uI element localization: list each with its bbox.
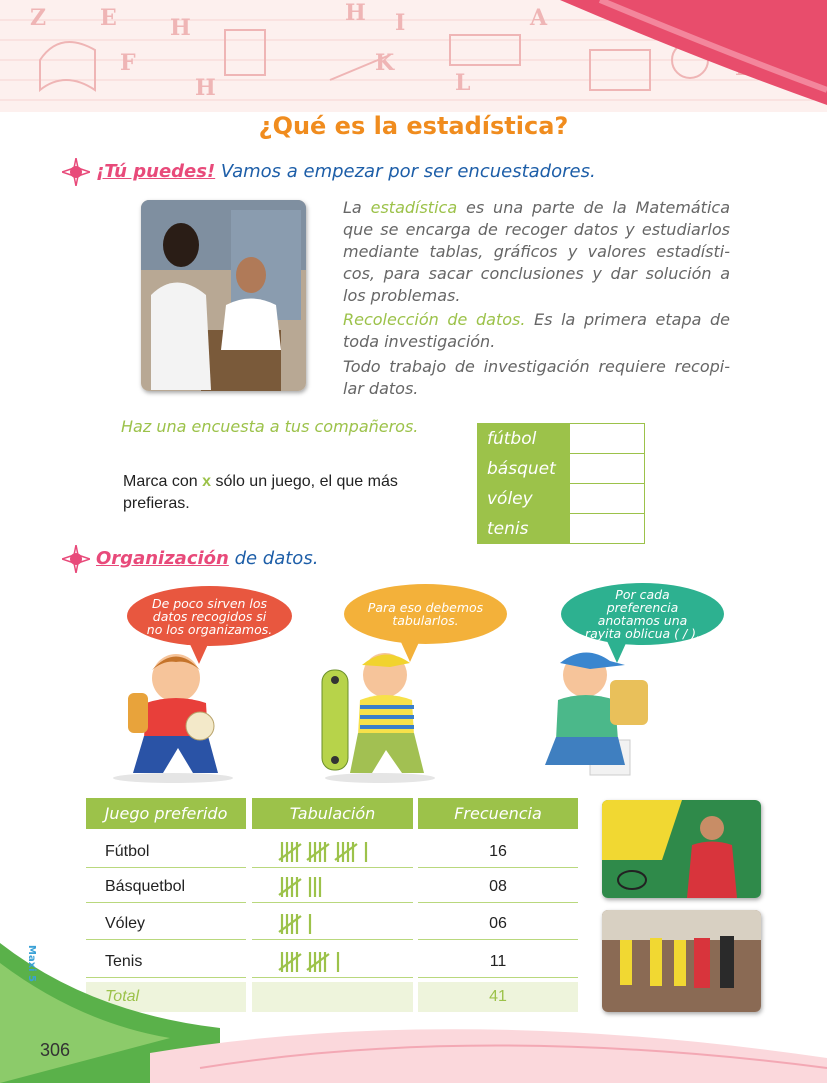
speech-bubble-3: Por cada preferencia anotamos una rayita oblicua ( / ). [561,583,724,645]
survey-option-label: fútbol [478,424,570,454]
intro-paragraph-3: Todo trabajo de investigación requiere recopi-lar datos. [343,357,730,398]
frequency-value: 06 [489,915,507,932]
section-text: Vamos a empezar por ser encuestadores. [220,161,596,182]
header-decoration [0,0,827,112]
x-mark-icon: x [202,473,212,490]
tennis-photo [602,800,761,898]
total-value: 41 [489,988,507,1005]
speech-bubble-2: Para eso debemos tabularlos. [344,584,507,644]
survey-option-label: vóley [478,484,570,514]
star-icon [62,545,90,573]
term-estadistica: estadística [370,198,458,217]
tally-marks [278,910,408,938]
svg-text:A: A [530,5,548,31]
term-recoleccion: Recolección de datos. [343,310,526,329]
page-number: 306 [40,1040,71,1060]
intro-paragraph-2: Recolección de datos. Es la primera etapa de toda investigación. [343,310,731,351]
kid-writing-illustration [530,645,660,784]
header-frecuencia: Frecuencia [418,798,578,829]
svg-text:I: I [395,10,406,36]
svg-text:K: K [375,50,395,76]
survey-table [477,423,645,544]
survey-mark-cell[interactable] [570,514,645,544]
survey-option-label: tenis [478,514,570,544]
svg-text:H: H [170,15,191,41]
section-highlight: ¡Tú puedes! [96,161,216,182]
kid-with-skateboard-illustration [320,645,435,787]
section-header-organizacion [62,545,318,573]
svg-text:E: E [100,5,117,31]
table-row [86,834,578,868]
frequency-value: 11 [489,953,507,970]
survey-photo [141,200,306,391]
svg-text:H: H [345,0,366,26]
header-tabulacion: Tabulación [252,798,413,829]
game-name: Fútbol [105,843,150,860]
book-label: Maxi 5 [26,945,37,983]
table-row [86,906,578,940]
svg-text:L: L [455,70,471,96]
section-header-tu-puedes [62,158,596,186]
survey-prompt: Haz una encuesta a tus compañeros. [121,417,419,436]
frequency-value: 08 [489,878,507,895]
svg-text:Z: Z [30,5,47,31]
game-name: Tenis [105,953,143,970]
survey-row [478,454,645,484]
speech-bubble-1: De poco sirven los datos recogidos si no los organizamos. [127,586,292,646]
game-name: Básquetbol [105,878,186,895]
section-highlight: Organización [96,548,229,569]
kid-with-ball-illustration [108,648,238,787]
survey-option-label: básquet [478,454,570,484]
table-row [86,869,578,903]
section-text: de datos. [228,548,319,569]
survey-mark-cell[interactable] [570,454,645,484]
footer-decoration [0,943,827,1083]
frequency-value: 16 [489,843,507,860]
star-icon [62,158,90,186]
game-name: Vóley [105,915,146,932]
mark-instruction: Marca con x sólo un juego, el que más prefieras. [123,473,398,512]
survey-row [478,424,645,454]
survey-row [478,484,645,514]
svg-text:H: H [195,75,216,101]
total-label: Total [105,988,140,1005]
tally-marks [278,873,408,901]
intro-paragraph-1: La estadística es una parte de la Matemática que se encarga de recoger datos y estudiarlos mediante tablas, gráficos y valores estadísti-cos, para sacar conclusiones y dar solución a los problemas. [343,198,731,305]
header-juego: Juego preferido [86,798,246,829]
svg-text:F: F [120,50,136,76]
page-title: ¿Qué es la estadística? [258,112,569,140]
tally-marks [278,838,408,866]
survey-mark-cell[interactable] [570,484,645,514]
survey-row [478,514,645,544]
survey-mark-cell[interactable] [570,424,645,454]
